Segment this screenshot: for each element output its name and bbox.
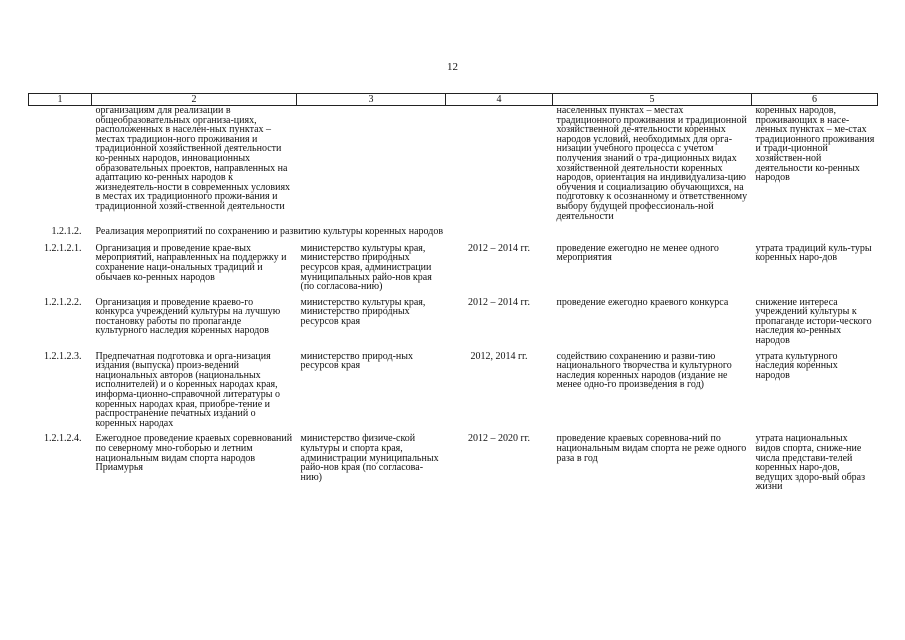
row-result: проведение ежегодно не менее одного мероприятия [556, 242, 719, 264]
row-result: проведение краевых соревнова-ний по национальным видам спорта не реже одного раза в год [556, 433, 747, 464]
table-row [29, 298, 878, 352]
table-row [29, 352, 878, 435]
column-number-header [29, 94, 878, 106]
row-period: 2012 – 2014 гг. [467, 296, 531, 308]
row-measure: Ежегодное проведение краевых соревнований по северному мно-гоборью и летним национальным видам спорта народов Приамурья [95, 433, 293, 474]
row-executor: министерство культуры края, министерство природных ресурсов края [300, 296, 426, 327]
row-measure: Организация и проведение краево-го конкурса учреждений культуры на лучшую постановку работы по пропаганде культурного наследия коренных народов [95, 296, 281, 337]
page-number: 12 [447, 61, 458, 73]
table-row [29, 244, 878, 298]
row-consequence: утрата традиций куль-туры коренных наро-дов [755, 242, 872, 264]
section-row [29, 221, 878, 244]
row-code: 1.2.1.2.4. [44, 433, 82, 445]
header-col-3: 3 [297, 94, 446, 106]
row-period: 2012, 2014 гг. [470, 350, 528, 362]
header-col-2: 2 [92, 94, 297, 106]
row-consequence: утрата культурного наследия коренных народов [755, 350, 838, 381]
row-period: 2012 – 2014 гг. [467, 242, 531, 254]
row-measure: Предпечатная подготовка и орга-низация издания (выпуска) произ-ведений национальных авторов (национальных исполнителей) и о коренных народах края, информа-ционно-справочной литературы о коренных народах края, приобре-тение и распространение печатных изданий о коренных народах [95, 350, 280, 429]
continuation-period [446, 106, 553, 222]
row-period: 2012 – 2020 гг. [467, 433, 531, 445]
measures-table [28, 93, 878, 498]
header-col-6: 6 [752, 94, 878, 106]
row-code: 1.2.1.2.3. [44, 350, 82, 362]
continuation-result: населенных пунктах – местах традиционного проживания и традиционной хозяйственной де-ятельности коренных народов условий, необходимых для орга-низации учебного процесса с учетом получения знаний о тра-диционных видах хозяйственной деятельности коренных народов, ориентация на индивидуализа-цию обучения и социализацию обучающихся, на подготовку к осознанному и ответственному выбору будущей профессиональ-ной деятельности [556, 105, 748, 222]
continuation-code [29, 106, 92, 222]
section-title: Реализация мероприятий по сохранению и развитию культуры коренных народов [95, 226, 444, 238]
header-col-5: 5 [553, 94, 752, 106]
row-executor: министерство физиче-ской культуры и спорта края, администрации муниципальных райо-нов края (по согласова-нию) [300, 433, 439, 483]
row-result: проведение ежегодно краевого конкурса [556, 296, 729, 308]
row-consequence: снижение интереса учреждений культуры к пропаганде истори-ческого наследия ко-ренных народов [755, 296, 872, 347]
row-executor: министерство культуры края, министерство природных ресурсов края, администрации муниципальных райо-нов края (по согласова-нию) [300, 242, 432, 293]
row-result: содействию сохранению и разви-тию национального творчества и культурного наследия коренных народов (издание не менее одно-го произведения в год) [556, 350, 732, 391]
continuation-executor [297, 106, 446, 222]
row-executor: министерство природ-ных ресурсов края [300, 350, 413, 372]
row-consequence: утрата национальных видов спорта, сниже-ние числа представи-телей коренных наро-дов, ведущих здоро-вый образ жизни [755, 433, 866, 493]
table-row [29, 434, 878, 498]
section-code: 1.2.1.2. [51, 226, 82, 238]
header-col-1: 1 [29, 94, 92, 106]
row-measure: Организация и проведение крае-вых мероприятий, направленных на поддержку и сохранение наци-ональных традиций и обычаев ко-ренных народов [95, 242, 287, 283]
row-code: 1.2.1.2.2. [44, 296, 82, 308]
continuation-measure: организациям для реализации в общеобразовательных организа-циях, расположенных в населен-ных пунктах – местах традицион-ного проживания и традиционной хозяйственной деятельности ко-ренных народов, инновационных образовательных проектов, направленных на адаптацию ко-ренных народов к жизнедеятель-ности в современных условиях в местах их традиционного прожи-вания и традиционной хозяй-ственной деятельности [95, 105, 291, 212]
row-code: 1.2.1.2.1. [44, 242, 82, 254]
header-col-4: 4 [446, 94, 553, 106]
continuation-consequence: коренных народов, проживающих в насе-ленных пунктах – ме-стах традиционного проживания и тради-ционной хозяйствен-ной деятельности ко-ренных народов [755, 105, 875, 184]
continuation-row [29, 106, 878, 222]
